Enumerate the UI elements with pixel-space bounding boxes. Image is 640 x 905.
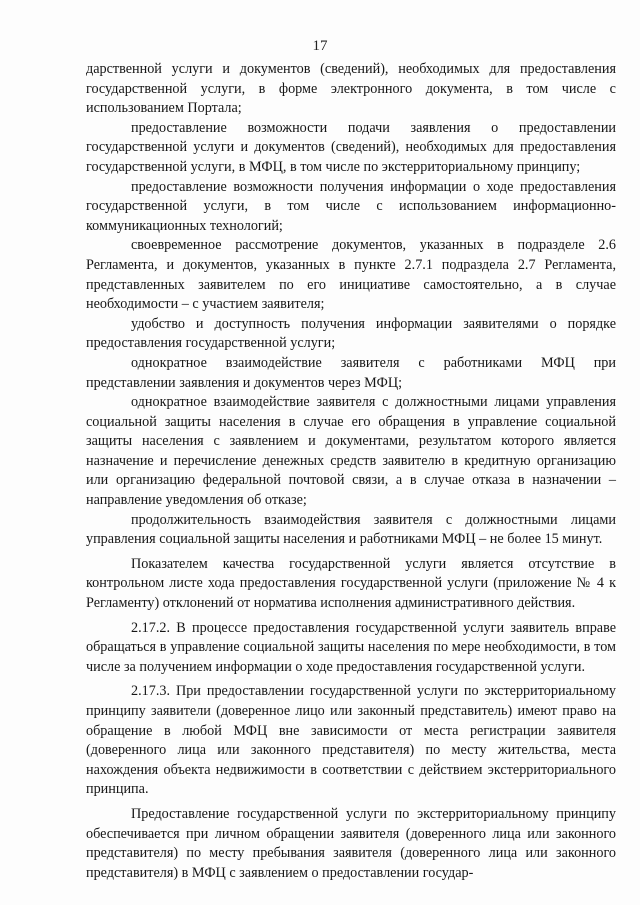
paragraph-convenience: удобство и доступность получения информации заявителями о порядке предоставления государственной услуги; (86, 315, 616, 352)
paragraph-continuation: дарственной услуги и документов (сведений), необходимых для предоставления государственной услуги, в форме электронного документа, в том числе с использованием Портала; (86, 61, 616, 117)
paragraph-timely-review: своевременное рассмотрение документов, указанных в подразделе 2.6 Регламента, и документов, указанных в пункте 2.7.1 подраздела 2.7 Регламента, представленных заявителем по его инициативе самостоятельно, а в случае необходимости – с участием заявителя; (86, 237, 616, 313)
paragraph-single-interaction-officials: однократное взаимодействие заявителя с должностными лицами управления социальной защиты населения в случае его обращения в управление социальной защиты населения с заявлением и документами, результатом которого является назначение и перечисление денежных средств заявителю в кредитную организацию или организацию федеральной почтовой связи, а в случае отказа в назначении – направление уведомления об отказе; (86, 394, 616, 509)
document-body (86, 60, 616, 883)
paragraph-2-17-2: 2.17.2. В процессе предоставления государственной услуги заявитель вправе обращаться в управление социальной защиты населения по мере необходимости, в том числе за получением информации о ходе предоставления государственной услуги. (86, 619, 616, 675)
paragraph-2-17-3: 2.17.3. При предоставлении государственной услуги по экстерриториальному принципу заявители (доверенное лицо или законный представитель) имеют право на обращение в любой МФЦ вне зависимости от места регистрации заявителя (доверенного лица или законного представителя) по месту жительства, места нахождения объекта недвижимости в соответствии с действием экстерриториального принципа. (86, 683, 616, 798)
paragraph-quality-indicator: Показателем качества государственной услуги является отсутствие в контрольном листе хода предоставления государственной услуги (приложение № 4 к Регламенту) отклонений от норматива исполнения административного действия. (86, 555, 616, 612)
page-number: 17 (312, 38, 328, 54)
paragraph-extraterritorial: Предоставление государственной услуги по экстерриториальному принципу обеспечивается при личном обращении заявителя (доверенного лица или законного представителя) по месту пребывания заявителя (доверенного лица или законного представителя) в МФЦ с заявлением о предоставлении государ- (86, 805, 616, 881)
paragraph-electronic-application: предоставление возможности подачи заявления о предоставлении государственной услуги и документов (сведений), необходимых для предоставления государственной услуги, в МФЦ, в том числе по экстерриториальному принципу; (86, 119, 616, 175)
paragraph-progress-information: предоставление возможности получения информации о ходе предоставления государственной услуги, в том числе с использованием информационно-коммуникационных технологий; (86, 178, 616, 234)
paragraph-single-interaction-mfc: однократное взаимодействие заявителя с работниками МФЦ при представлении заявления и документов через МФЦ; (86, 354, 616, 391)
paragraph-interaction-duration: продолжительность взаимодействия заявителя с должностными лицами управления социальной защиты населения и работниками МФЦ – не более 15 минут. (86, 511, 616, 548)
